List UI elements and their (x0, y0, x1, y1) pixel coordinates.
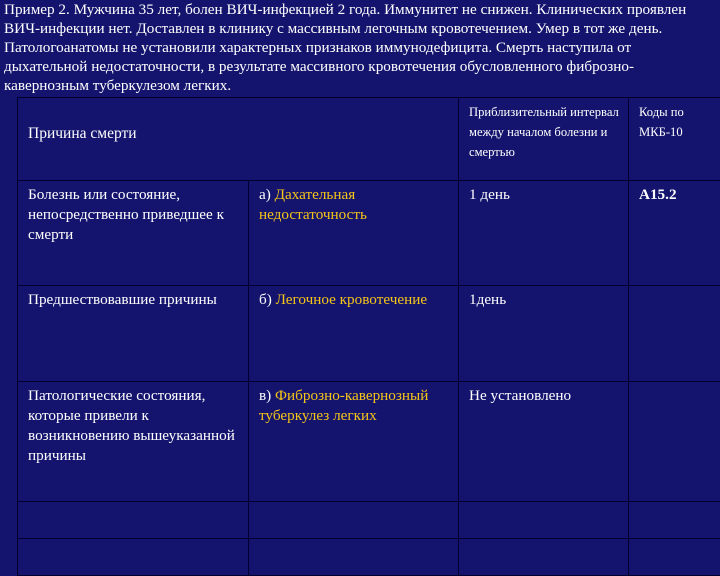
diagnosis-text: Легочное кровотечение (276, 291, 427, 308)
table-row (18, 286, 720, 382)
interval-cell: Не установлено (459, 382, 629, 502)
icd-code-cell (629, 382, 720, 502)
empty-cell (629, 502, 720, 539)
empty-row (18, 539, 720, 576)
cause-label: Болезнь или состояние, непосредственно приведшее к смерти (18, 181, 249, 286)
table-row (18, 382, 720, 502)
header-cause-cell (18, 98, 459, 181)
header-codes-cell (629, 98, 720, 181)
interval-cell: 1день (459, 286, 629, 382)
diagnosis-prefix: а) (259, 186, 275, 203)
diagnosis-cell (249, 286, 459, 382)
diagnosis-text: Дахательная недостаточность (259, 186, 367, 223)
case-description (4, 0, 720, 95)
diagnosis-text: Фиброзно-кавернозный туберкулез легких (259, 387, 428, 424)
empty-row (18, 502, 720, 539)
empty-cell (629, 539, 720, 576)
table-header-row (18, 98, 720, 181)
death-cause-table (17, 97, 720, 576)
header-cause: Причина смерти (28, 102, 450, 144)
diagnosis-cell (249, 181, 459, 286)
cause-label: Патологические состояния, которые привели к возникновению вышеуказанной причины (18, 382, 249, 502)
case-description-line: дыхательной недостаточности, в результате массивного кровотечения обусловленного фиброзно- (4, 57, 720, 76)
empty-cell (459, 502, 629, 539)
interval-cell: 1 день (459, 181, 629, 286)
empty-cell (18, 502, 249, 539)
case-description-line: кавернозным туберкулезом легких. (4, 76, 720, 95)
diagnosis-cell (249, 382, 459, 502)
diagnosis-prefix: в) (259, 387, 275, 404)
case-description-line: Пример 2. Мужчина 35 лет, болен ВИЧ-инфекцией 2 года. Иммунитет не снижен. Клинических проявлен (4, 0, 720, 19)
empty-cell (18, 539, 249, 576)
cause-label: Предшествовавшие причины (18, 286, 249, 382)
case-description-line: Патологоанатомы не установили характерных признаков иммунодефицита. Смерть наступила от (4, 38, 720, 57)
table-row (18, 181, 720, 286)
empty-cell (459, 539, 629, 576)
empty-cell (249, 539, 459, 576)
header-interval-cell (459, 98, 629, 181)
icd-code-cell (629, 286, 720, 382)
diagnosis-prefix: б) (259, 291, 276, 308)
case-description-line: ВИЧ-инфекции нет. Доставлен в клинику с массивным легочным кровотечением. Умер в тот же день. (4, 19, 720, 38)
header-codes: Коды по МКБ-10 (639, 105, 684, 139)
header-interval: Приблизительный интервал между началом болезни и смертью (469, 105, 619, 159)
icd-code-cell: А15.2 (629, 181, 720, 286)
empty-cell (249, 502, 459, 539)
